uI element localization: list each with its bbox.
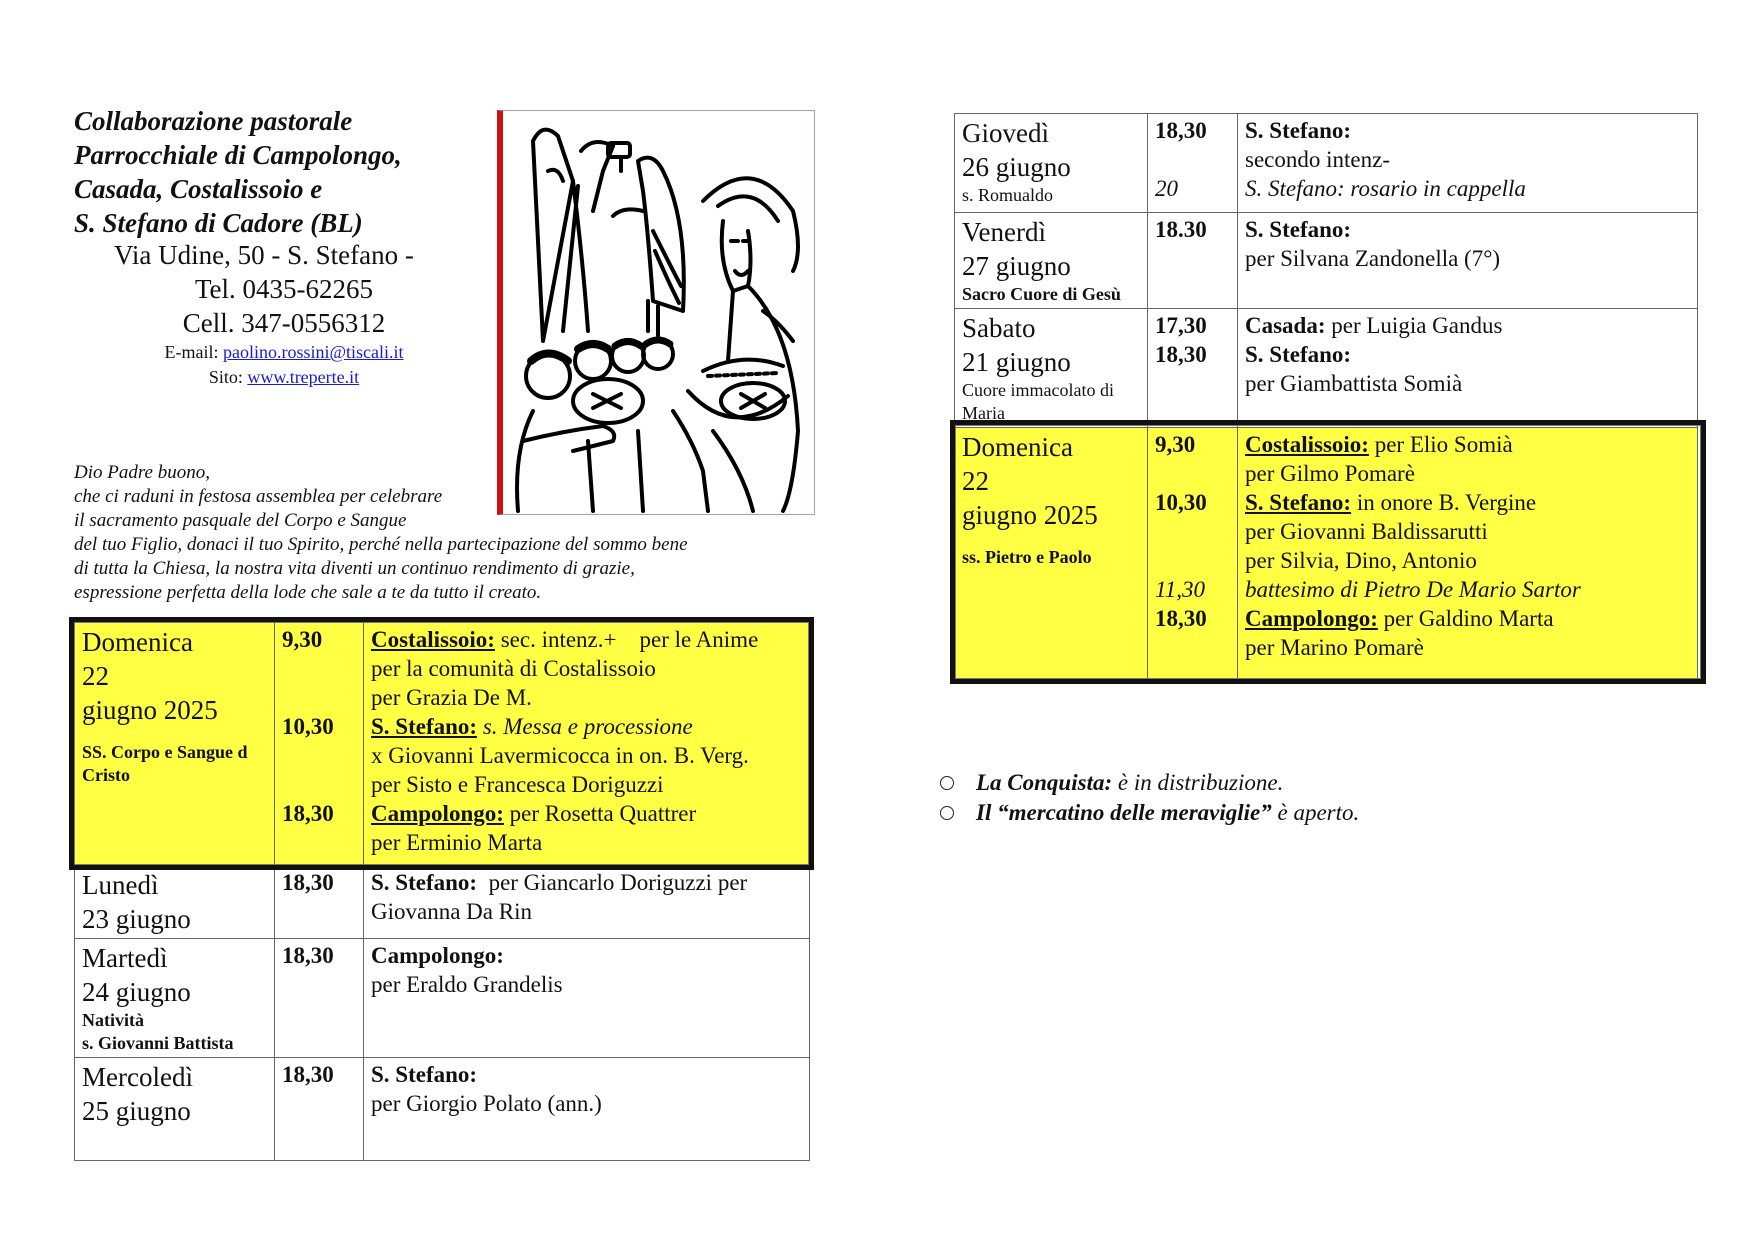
time-cell: [275, 939, 364, 1058]
time-cell: [1148, 309, 1238, 428]
intentions-cell: [364, 939, 810, 1058]
feast-label: s. Romualdo: [962, 185, 1054, 205]
day-cell: [955, 114, 1148, 213]
location: S. Stefano:: [1245, 490, 1352, 515]
title-line: Parrocchiale di Campolongo,: [74, 140, 402, 170]
prayer-text: [74, 461, 688, 605]
intention: per Rosetta Quattrer: [503, 801, 697, 826]
time: 18,30: [282, 870, 334, 895]
last-supper-illustration-icon: [497, 110, 815, 515]
day-cell: [75, 623, 275, 866]
site-link[interactable]: www.treperte.it: [247, 367, 360, 387]
telephone: Tel. 0435-62265: [194, 274, 374, 304]
intentions-cell: [1238, 114, 1698, 213]
time: 18,30: [1155, 118, 1207, 143]
table-row-monday: [75, 866, 810, 939]
feast-label: Cuore immacolato di Maria: [962, 380, 1114, 423]
email-row: [74, 340, 494, 365]
location: S. Stefano:: [371, 870, 478, 895]
intention: secondo intenz-: [1245, 147, 1390, 172]
date-month: giugno 2025: [962, 500, 1098, 530]
intention: s. Messa e processione: [477, 714, 693, 739]
time: 9,30: [282, 627, 323, 652]
day-name: Martedì: [82, 943, 168, 973]
intention: per Giambattista Somià: [1245, 371, 1463, 396]
date-day: 22: [962, 466, 989, 496]
notice-title: La Conquista:: [976, 770, 1113, 795]
date: 21 giugno: [962, 347, 1071, 377]
time: 17,30: [1155, 313, 1207, 338]
time-cell: [275, 866, 364, 939]
table-row-tuesday: [75, 939, 810, 1058]
location: Costalissoio:: [371, 627, 495, 652]
date: 24 giugno: [82, 977, 191, 1007]
day-name: Lunedì: [82, 870, 159, 900]
prayer-line: del tuo Figlio, donaci il tuo Spirito, perché nella partecipazione del sommo bene: [74, 534, 688, 555]
location: S. Stefano:: [371, 1062, 478, 1087]
intention: per Grazia De M.: [371, 685, 532, 710]
table-row-sunday-pietro-paolo: [955, 428, 1698, 680]
intention: per Giancarlo Doriguzzi per: [477, 870, 748, 895]
date-month: giugno 2025: [82, 695, 218, 725]
feast-label: Sacro Cuore di Gesù: [962, 284, 1121, 304]
table-row-saturday: [955, 309, 1698, 428]
location: S. Stefano:: [371, 714, 478, 739]
prayer-line: che ci raduni in festosa assemblea per celebrare: [74, 486, 443, 507]
intention: S. Stefano: rosario in cappella: [1245, 176, 1526, 201]
feast-label: ss. Pietro e Paolo: [962, 547, 1092, 567]
time-cell: [1148, 428, 1238, 680]
intentions-cell: [1238, 309, 1698, 428]
site-row: [74, 365, 494, 390]
time: 9,30: [1155, 432, 1196, 457]
time: 20: [1155, 176, 1178, 201]
notice-item: [940, 798, 1359, 828]
table-row-wednesday: [75, 1058, 810, 1161]
time: 18,30: [282, 943, 334, 968]
right-schedule-table: [954, 113, 1698, 680]
time-cell: [275, 1058, 364, 1161]
feast-label: s. Giovanni Battista: [82, 1033, 234, 1053]
day-name: Sabato: [962, 313, 1036, 343]
intention: per Elio Somià: [1368, 432, 1513, 457]
prayer-line: espressione perfetta della lode che sale a te da tutto il creato.: [74, 582, 542, 603]
intentions-cell: [1238, 428, 1698, 680]
date: 27 giugno: [962, 251, 1071, 281]
day-cell: [75, 866, 275, 939]
intention: per Luigia Gandus: [1325, 313, 1503, 338]
location: Costalissoio:: [1245, 432, 1369, 457]
title-line: Casada, Costalissoio e: [74, 174, 323, 204]
day-cell: [955, 428, 1148, 680]
location: S. Stefano:: [1245, 217, 1352, 242]
time: 10,30: [282, 714, 334, 739]
notice-text: è in distribuzione.: [1112, 770, 1284, 795]
table-row-friday: [955, 213, 1698, 309]
time: 18,30: [282, 801, 334, 826]
day-cell: [75, 1058, 275, 1161]
intentions-cell: [364, 866, 810, 939]
intentions-cell: [1238, 213, 1698, 309]
prayer-line: di tutta la Chiesa, la nostra vita diventi un continuo rendimento di grazie,: [74, 558, 635, 579]
date: 25 giugno: [82, 1096, 191, 1126]
intention: per Giorgio Polato (ann.): [371, 1091, 602, 1116]
site-label: Sito:: [208, 367, 243, 387]
email-label: E-mail:: [164, 342, 219, 362]
time: 10,30: [1155, 490, 1207, 515]
intention: sec. intenz.+ per le Anime: [494, 627, 759, 652]
intention: per Gilmo Pomarè: [1245, 461, 1415, 486]
location: Campolongo:: [1245, 606, 1378, 631]
time: 18,30: [282, 1062, 334, 1087]
title-line: Collaborazione pastorale: [74, 106, 353, 136]
intention: per Eraldo Grandelis: [371, 972, 563, 997]
intention: per la comunità di Costalissoio: [371, 656, 656, 681]
day-name: Domenica: [962, 432, 1073, 462]
title-line: S. Stefano di Cadore (BL): [74, 208, 363, 238]
prayer-line: Dio Padre buono,: [74, 462, 210, 483]
table-row-thursday: [955, 114, 1698, 213]
location: Casada:: [1245, 313, 1326, 338]
email-link[interactable]: paolino.rossini@tiscali.it: [222, 342, 404, 362]
day-name: Mercoledì: [82, 1062, 193, 1092]
intention: per Erminio Marta: [371, 830, 543, 855]
day-name: Giovedì: [962, 118, 1049, 148]
day-name: Venerdì: [962, 217, 1046, 247]
date: 26 giugno: [962, 152, 1071, 182]
notice-title: Il “mercatino delle meraviglie”: [976, 800, 1272, 825]
time: 18.30: [1155, 217, 1207, 242]
intentions-cell: [364, 623, 810, 866]
time-cell: [1148, 213, 1238, 309]
location: Campolongo:: [371, 801, 504, 826]
intention: per Sisto e Francesca Doriguzzi: [371, 772, 664, 797]
time: 18,30: [1155, 342, 1207, 367]
table-row-sunday-corpus-domini: [75, 623, 810, 866]
circle-bullet-icon: [940, 806, 954, 820]
intention: per Marino Pomarè: [1245, 635, 1424, 660]
notices-list: [940, 768, 1359, 828]
location: Campolongo:: [371, 943, 504, 968]
time-cell: [275, 623, 364, 866]
notice-item: [940, 768, 1359, 798]
intention: per Giovanni Baldissarutti: [1245, 519, 1488, 544]
location: S. Stefano:: [1245, 342, 1352, 367]
time-cell: [1148, 114, 1238, 213]
day-name: Domenica: [82, 627, 193, 657]
location: S. Stefano:: [1245, 118, 1352, 143]
left-schedule-table: [74, 622, 810, 1161]
feast-label: Natività: [82, 1010, 144, 1030]
address: Via Udine, 50 - S. Stefano -: [114, 240, 414, 270]
day-cell: [955, 309, 1148, 428]
contact-block: [74, 340, 494, 390]
date-day: 22: [82, 661, 109, 691]
intention: Giovanna Da Rin: [371, 899, 532, 924]
intention: per Silvana Zandonella (7°): [1245, 246, 1501, 271]
address-block: [74, 238, 494, 340]
intention: x Giovanni Lavermicocca in on. B. Verg.: [371, 743, 749, 768]
circle-bullet-icon: [940, 776, 954, 790]
feast-label: SS. Corpo e Sangue d Cristo: [82, 742, 248, 785]
day-cell: [75, 939, 275, 1058]
parish-title: [74, 104, 402, 240]
intention: in onore B. Vergine: [1351, 490, 1537, 515]
prayer-line: il sacramento pasquale del Corpo e Sangue: [74, 510, 407, 531]
time: 18,30: [1155, 606, 1207, 631]
intentions-cell: [364, 1058, 810, 1161]
date: 23 giugno: [82, 904, 191, 934]
time: 11,30: [1155, 577, 1206, 602]
notice-text: è aperto.: [1271, 800, 1360, 825]
intention: per Silvia, Dino, Antonio: [1245, 548, 1477, 573]
cellphone: Cell. 347-0556312: [182, 308, 386, 338]
day-cell: [955, 213, 1148, 309]
intention: battesimo di Pietro De Mario Sartor: [1245, 577, 1581, 602]
intention: per Galdino Marta: [1377, 606, 1554, 631]
